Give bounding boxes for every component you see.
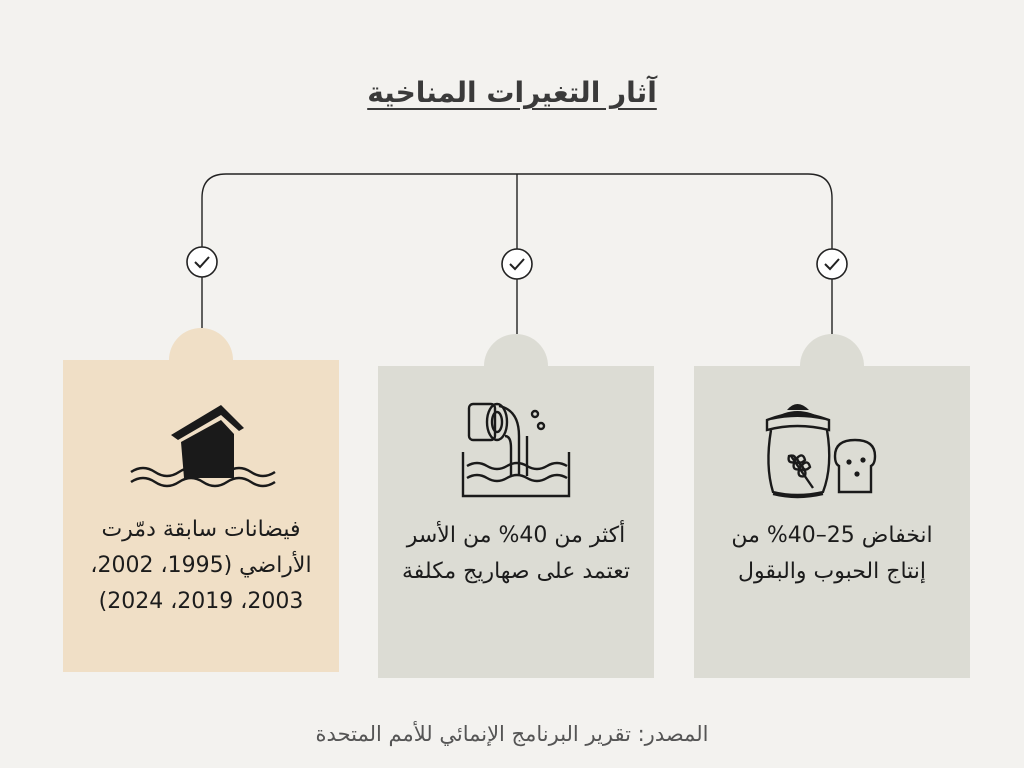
- card-tab: [484, 334, 548, 398]
- card-tab: [169, 328, 233, 392]
- card-floods: [63, 360, 339, 672]
- card-text-water: أكثر من 40% من الأسر تعتمد على صهاريج مكلفة: [402, 523, 630, 584]
- card-water: [378, 366, 654, 678]
- grain-sack-bread-icon: [757, 396, 907, 506]
- source-caption: المصدر: تقرير البرنامج الإنمائي للأمم المتحدة: [315, 722, 709, 746]
- check-icon-water: [502, 249, 532, 279]
- check-icon-grain: [817, 249, 847, 279]
- card-text-floods: فيضانات سابقة دمّرت الأراضي (1995، 2002، 2003، 2019، 2024): [90, 517, 312, 614]
- card-grain: [694, 366, 970, 678]
- card-text-grain: انخفاض 25–40% من إنتاج الحبوب والبقول: [731, 523, 933, 584]
- page-title: آثار التغيرات المناخية: [367, 76, 657, 109]
- flooded-house-icon: [126, 390, 276, 500]
- check-icon-flood: [187, 247, 217, 277]
- card-tab: [800, 334, 864, 398]
- water-pipe-icon: [441, 396, 591, 506]
